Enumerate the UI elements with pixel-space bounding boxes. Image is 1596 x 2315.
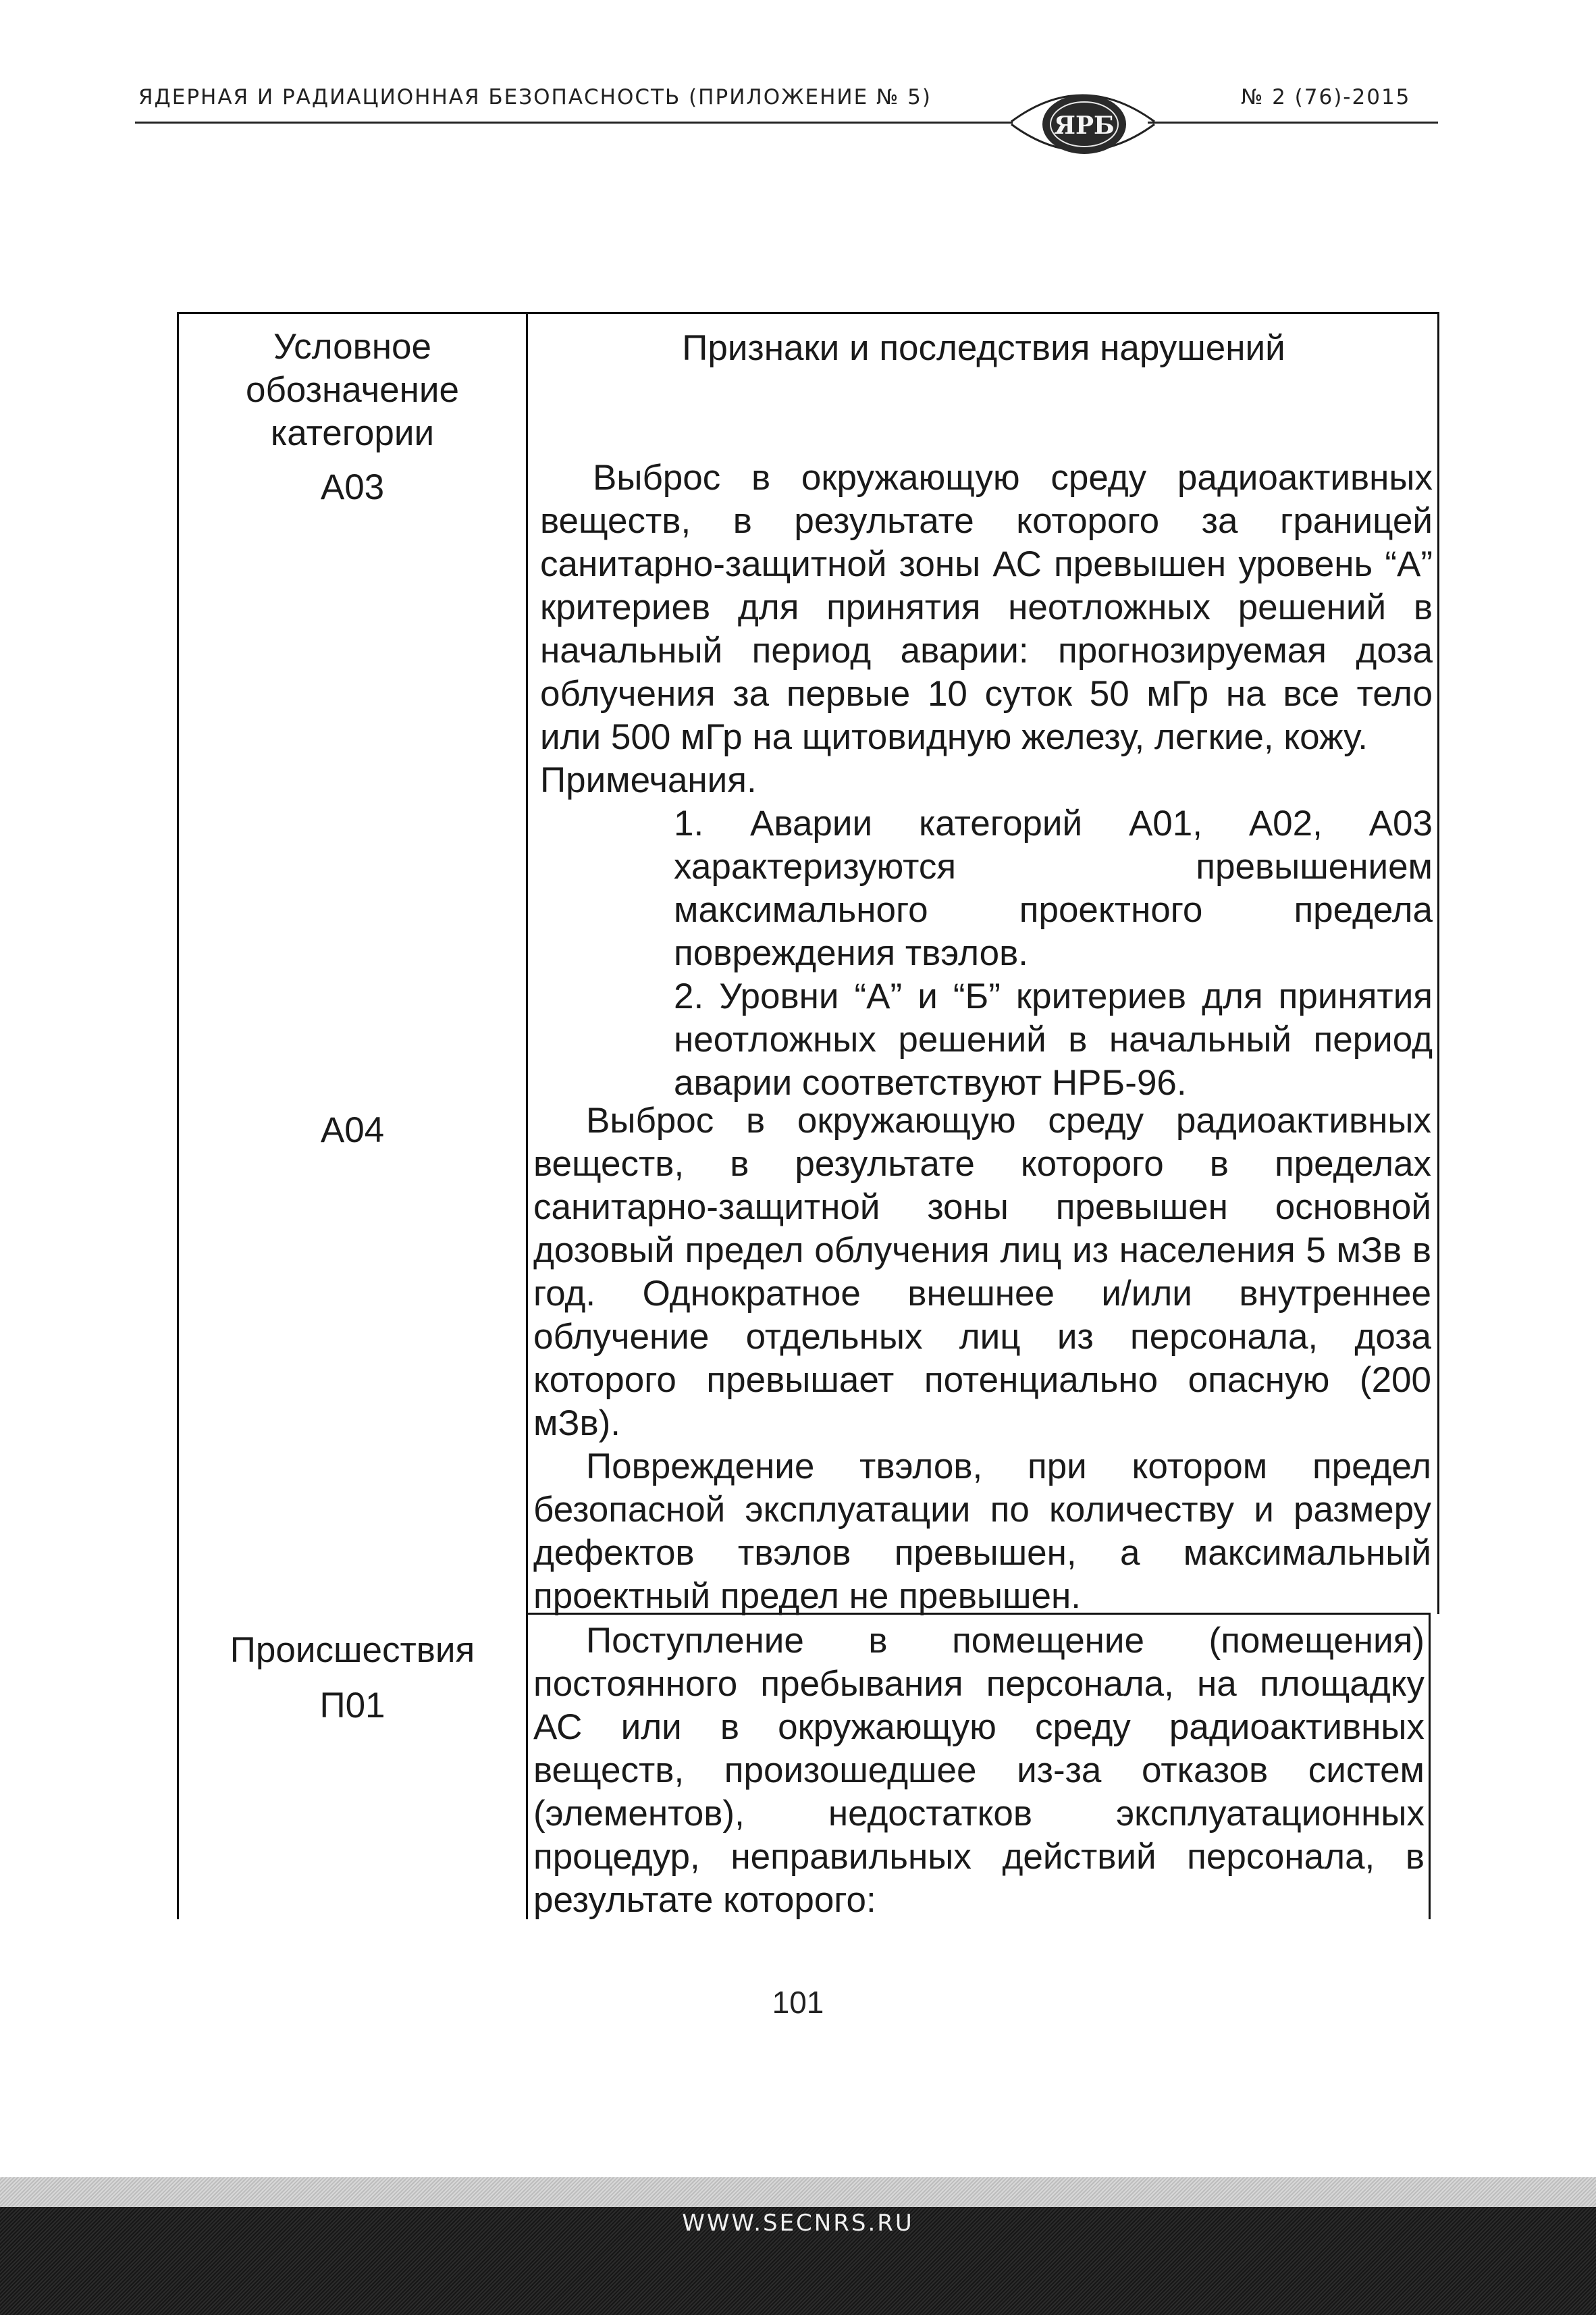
page-number: 101 <box>772 1985 824 2020</box>
footer-url-link[interactable]: WWW.SECNRS.RU <box>682 2210 914 2237</box>
logo-text: ЯРБ <box>1054 111 1115 140</box>
issue-number: № 2 (76)-2015 <box>1241 85 1411 109</box>
group-incidents: Происшествия <box>230 1630 475 1670</box>
column-header-description: Признаки и последствия нарушений <box>682 328 1285 368</box>
footer-band-light <box>0 2177 1596 2207</box>
code-a04: А04 <box>320 1110 385 1150</box>
code-a03: А03 <box>320 467 385 507</box>
a04-text-1: Выброс в окружающую среду радиоактивных веществ, в результате которого в пределах санитарно-защитной зоны превышен основной дозовый предел облучения лиц из населения 5 мЗв в год. Однократное внешнее и/или внутреннее облучение отдельных лиц из персонала, доза которого превышает потенциально опасную (200 мЗв). <box>533 1101 1431 1443</box>
header-rule-right <box>1148 122 1438 124</box>
table-right-border-lower <box>1429 1614 1431 1919</box>
a03-text: Выброс в окружающую среду радиоактивных веществ, в результате которого за границей санитарно-защитной зоны АС превышен уровень “А” критериев для принятия неотложных решений в начальный период аварии: прогнозируемая доза облучения за первые 10 суток 50 мГр на все тело или 500 мГр на щитовидную железу, легкие, кожу. <box>540 458 1433 757</box>
code-p01: П01 <box>319 1686 385 1725</box>
a03-note-1: 1. Аварии категорий А01, А02, А03 характеризуются превышением максимального проектного предела повреждения твэлов. <box>674 804 1433 973</box>
description-a03 <box>540 457 1596 1105</box>
journal-logo-icon <box>998 76 1167 170</box>
column-header-code: Условное обозначение категории <box>245 327 460 453</box>
description-a04 <box>533 1099 1431 1618</box>
description-p01 <box>533 1619 1425 1922</box>
journal-title: ЯДЕРНАЯ И РАДИАЦИОННАЯ БЕЗОПАСНОСТЬ (ПРИЛОЖЕНИЕ № 5) <box>138 85 932 109</box>
a03-notes-title: Примечания. <box>540 760 757 800</box>
p01-text: Поступление в помещение (помещения) постоянного пребывания персонала, на площадку АС или в окружающую среду радиоактивных веществ, произошедшее из-за отказов систем (элементов), недостатков эксплуатационных процедур, неправильных действий персонала, в результате которого: <box>533 1621 1425 1920</box>
table-top-border <box>177 312 1439 314</box>
header-rule-left <box>135 122 1013 124</box>
a04-text-2: Повреждение твэлов, при котором предел безопасной эксплуатации по количеству и размеру дефектов твэлов превышен, а максимальный проектный предел не превышен. <box>533 1447 1431 1616</box>
a03-notes <box>540 802 1433 1105</box>
categories-table <box>177 312 1439 1919</box>
a03-note-2: 2. Уровни “А” и “Б” критериев для принятия неотложных решений в начальный период аварии соответствуют НРБ-96. <box>674 977 1433 1103</box>
